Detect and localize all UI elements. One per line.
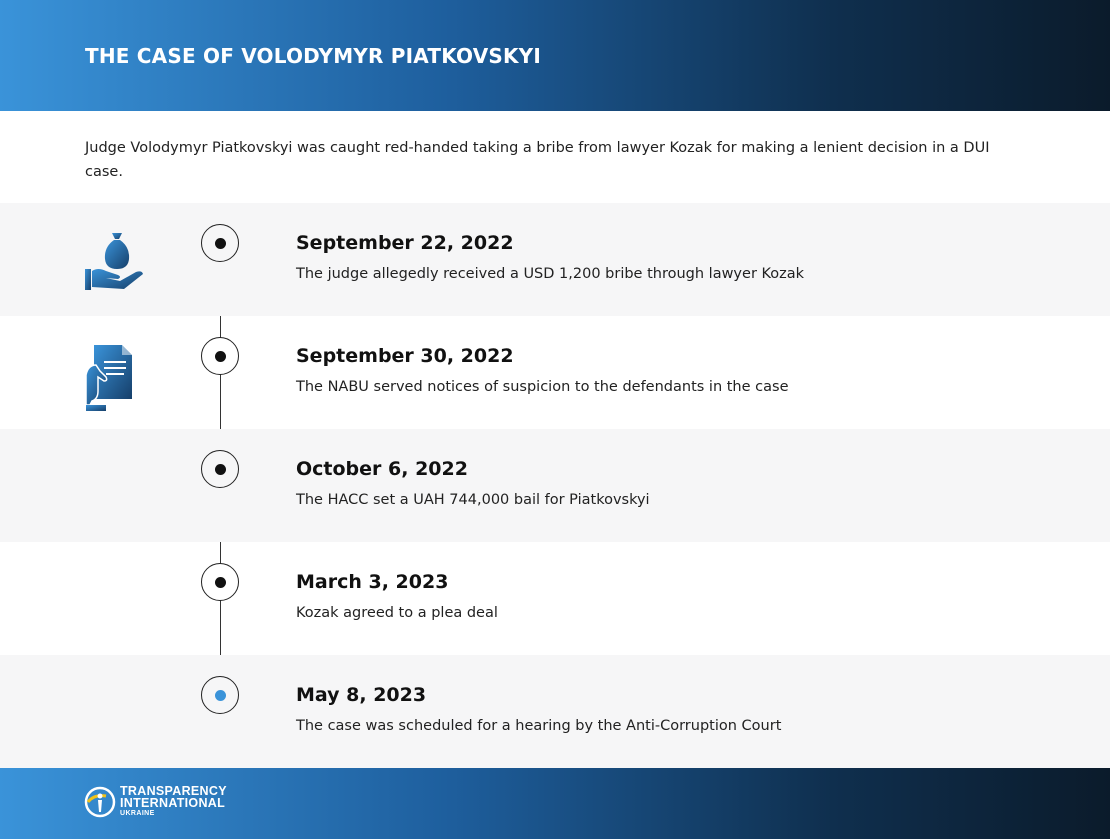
logo-line-2: INTERNATIONAL	[120, 796, 226, 810]
timeline-item	[0, 203, 1110, 316]
logo-line-3: UKRAINE	[120, 810, 155, 817]
header-banner	[0, 0, 1110, 111]
event-date: May 8, 2023	[296, 684, 427, 706]
footer-banner	[0, 768, 1110, 839]
event-description: Kozak agreed to a plea deal	[296, 605, 498, 621]
timeline-node	[201, 337, 239, 375]
document-hand-icon	[84, 343, 134, 417]
event-description: The judge allegedly received a USD 1,200 bribe through lawyer Kozak	[296, 266, 805, 282]
timeline-node	[201, 450, 239, 488]
timeline-node	[201, 563, 239, 601]
timeline-node	[201, 224, 239, 262]
event-date: September 22, 2022	[296, 232, 514, 254]
event-date: March 3, 2023	[296, 571, 449, 593]
timeline-item	[0, 316, 1110, 429]
event-description: The HACC set a UAH 744,000 bail for Piatkovskyi	[296, 492, 650, 508]
event-date: September 30, 2022	[296, 345, 514, 367]
timeline-item	[0, 429, 1110, 542]
page-title: THE CASE OF VOLODYMYR PIATKOVSKYI	[85, 44, 541, 68]
logo-line-1: TRANSPARENCY	[120, 784, 227, 798]
timeline	[0, 203, 1110, 768]
timeline-item	[0, 655, 1110, 768]
event-description: The NABU served notices of suspicion to the defendants in the case	[296, 379, 789, 395]
event-date: October 6, 2022	[296, 458, 468, 480]
timeline-item	[0, 542, 1110, 655]
timeline-node-current	[201, 676, 239, 714]
event-description: The case was scheduled for a hearing by the Anti-Corruption Court	[296, 718, 782, 734]
intro-text: Judge Volodymyr Piatkovskyi was caught red-handed taking a bribe from lawyer Kozak for making a lenient decision in a DUI case.	[85, 140, 990, 180]
money-bag-hand-icon	[84, 231, 146, 297]
ti-emblem-icon	[84, 786, 116, 818]
transparency-international-logo	[84, 785, 227, 818]
